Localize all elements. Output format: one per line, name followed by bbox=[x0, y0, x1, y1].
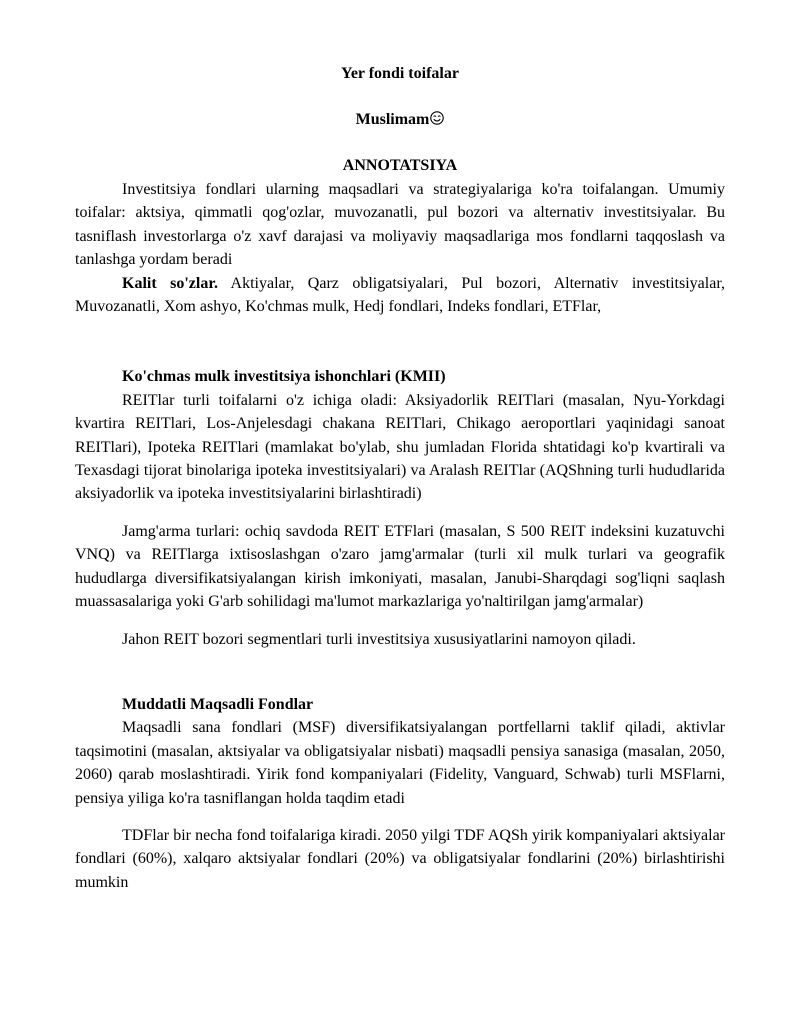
section-heading-target-date: Muddatli Maqsadli Fondlar bbox=[122, 695, 314, 713]
author-name: Muslimam bbox=[355, 111, 430, 128]
keywords-text: Aktiyalar, Qarz obligatsiyalari, Pul bozori, Alternativ investitsiyalar, Muvozanatli, Xom ashyo, Ko'chmas mulk, Hedj fondlari, Indeks fondlari, ETFlar, bbox=[75, 274, 726, 316]
keywords-paragraph bbox=[75, 272, 725, 319]
keywords-label: Kalit so'zlar. bbox=[122, 274, 218, 292]
annotation-paragraph: Investitsiya fondlari ularning maqsadlari va strategiyalariga ko'ra toifalangan. Umumiy toifalar: aktsiya, qimmatli qog'ozlar, muvozanatli, pul bozori va alternativ investitsiyalar. Bu tasniflash investorlarga o'z xavf darajasi va moliyaviy maqsadlariga mos fondlarni taqqoslash va tanlashga yordam beradi bbox=[75, 181, 725, 269]
document-title: Yer fondi toifalar bbox=[341, 65, 459, 82]
section-paragraph: Maqsadli sana fondlari (MSF) diversifikatsiyalangan portfellarni taklif qiladi, aktivlar taqsimotini (masalan, aktsiyalar va obligatsiyalar nisbati) maqsadli pensiya sanasiga (masalan, 2050, 2060) qarab moslashtiradi. Yirik fond kompaniyalari (Fidelity, Vanguard, Schwab) turli MSFlarni, pensiya yiliga ko'ra tasniflangan holda taqdim etadi bbox=[75, 719, 725, 807]
section-paragraph: REITlar turli toifalarni o'z ichiga oladi: Aksiyadorlik REITlari (masalan, Nyu-Yorkdagi kvartira REITlari, Los-Anjelesdagi chakana REITlari, Chikago aeroportlari yaqinidagi sanoat REITlari), Ipoteka REITlari (mamlakat bo'ylab, shu jumladan Florida shtatidagi ko'p kvartirali va Texasdagi tijorat binolariga ipoteka investitsiyalari) va Aralash REITlar (AQShning turli hududlarida aksiyadorlik va ipoteka investitsiyalarini birlashtiradi) bbox=[75, 391, 725, 503]
section-paragraph: Jahon REIT bozori segmentlari turli investitsiya xususiyatlarini namoyon qiladi. bbox=[122, 630, 636, 648]
section-paragraph: Jamg'arma turlari: ochiq savdoda REIT ETFlari (masalan, S 500 REIT indeksini kuzatuvchi VNQ) va REITlarga ixtisoslashgan o'zaro jamg'armalar (turli xil mulk turlari va geografik hududlarga diversifikatsiyalangan kirish imkoniyati, masalan, Janubi-Sharqdagi sog'liqni saqlash muassasalariga yoki G'arb sohilidagi ma'lumot markazlariga yo'naltirilgan jamg'armalar) bbox=[75, 522, 725, 611]
author-line bbox=[75, 108, 725, 132]
annotation-heading: ANNOTATSIYA bbox=[342, 157, 458, 174]
section-heading-reit: Ko'chmas mulk investitsiya ishonchlari (KMII) bbox=[122, 368, 446, 386]
document-page bbox=[75, 62, 725, 894]
smiling-face-icon bbox=[430, 111, 444, 125]
section-paragraph: TDFlar bir necha fond toifalariga kiradi. 2050 yilgi TDF AQSh yirik kompaniyalari aktsiyalar fondlari (60%), xalqaro aktsiyalar fondlari (20%) va obligatsiyalar fondlarini (20%) birlashtirishi mumkin bbox=[75, 826, 725, 891]
